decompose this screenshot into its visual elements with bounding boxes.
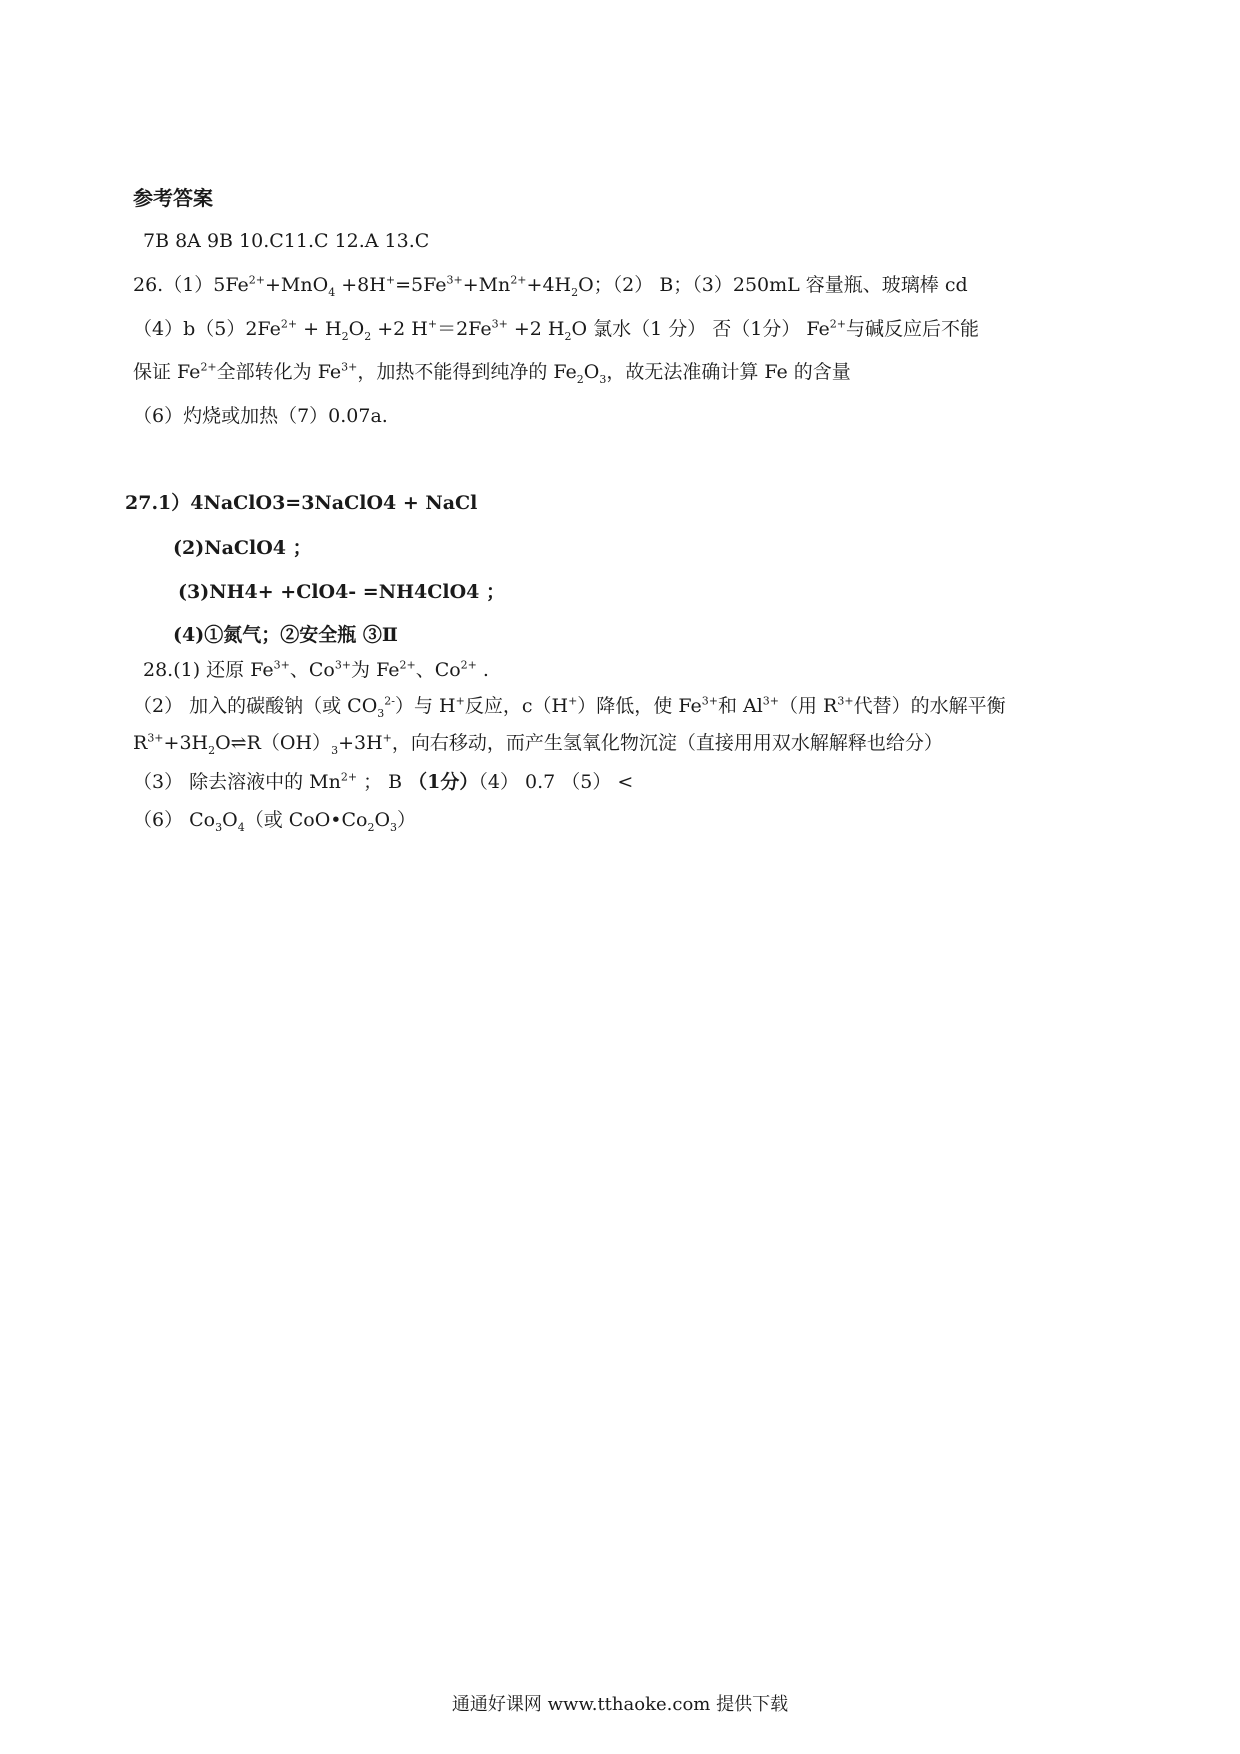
q28-line-3: $R^{3+}+3H_2O\rightleftharpoons R(OH)_3+3H^+$，向右移动，而产生氢氧化物沉淀（直接用用双水解解释也给分） — [133, 731, 943, 757]
page-footer: 通通好课网 www.tthaoke.com 提供下载 — [451, 1694, 789, 1715]
q27-line-1: 27.1）4NaClO3=3NaClO4 + NaCl — [125, 492, 478, 514]
q28-line-2: （2） 加入的碳酸钠（或 $CO_3^{2-}$）与 H+反应，c（H+）降低，使 $Fe^{3+}$和 $Al^{3+}$（用 $R^{3+}$代替）的水解平衡 — [133, 694, 1006, 720]
mc-answers: 7B 8A 9B 10.C11.C 12.A 13.C — [143, 230, 430, 252]
q28-line-1: 28.(1) 还原 $Fe^{3+}$、$Co^{3+}$为 $Fe^{2+}$、$Co^{2+}$ . — [143, 658, 489, 681]
q27-line-3: (3)NH4+ +ClO4- =NH4ClO4 ； — [178, 581, 505, 603]
q28-line-5: （6） $Co_3O_4$（或 $CoO•Co_2O_3$） — [133, 809, 417, 834]
q26-line-1: $26.(1)5Fe^{2+}+MnO_4 +8H^+=5Fe^{3+}+Mn^{2+}+4H_2O$；（2） B；（3）250mL 容量瓶、玻璃棒 cd — [133, 273, 968, 299]
q26-line-4: （6）灼烧或加热（7）0.07a. — [133, 405, 388, 427]
q26-line-2: $(4)b(5)2Fe^{2+} + H_2O_2 +2$ $H^+=2Fe^{3+} +2$ $H_2O$ 氯水（1 分） 否（1分） $Fe^{2+}$与碱反应后不能 — [133, 317, 980, 343]
heading: 参考答案 — [133, 186, 213, 210]
q26-line-3: 保证 $Fe^{2+}$全部转化为 $Fe^{3+}$，加热不能得到纯净的 $Fe_2O_3$，故无法准确计算 Fe 的含量 — [133, 360, 851, 386]
q27-line-2: (2)NaClO4 ； — [173, 537, 312, 559]
q28-line-4: （3） 除去溶液中的 $Mn^{2+}$ ； B （1分）（4） 0.7 （5） < — [133, 770, 634, 793]
q27-line-4: (4)①氮气；②安全瓶 ③Ⅱ — [173, 624, 398, 646]
